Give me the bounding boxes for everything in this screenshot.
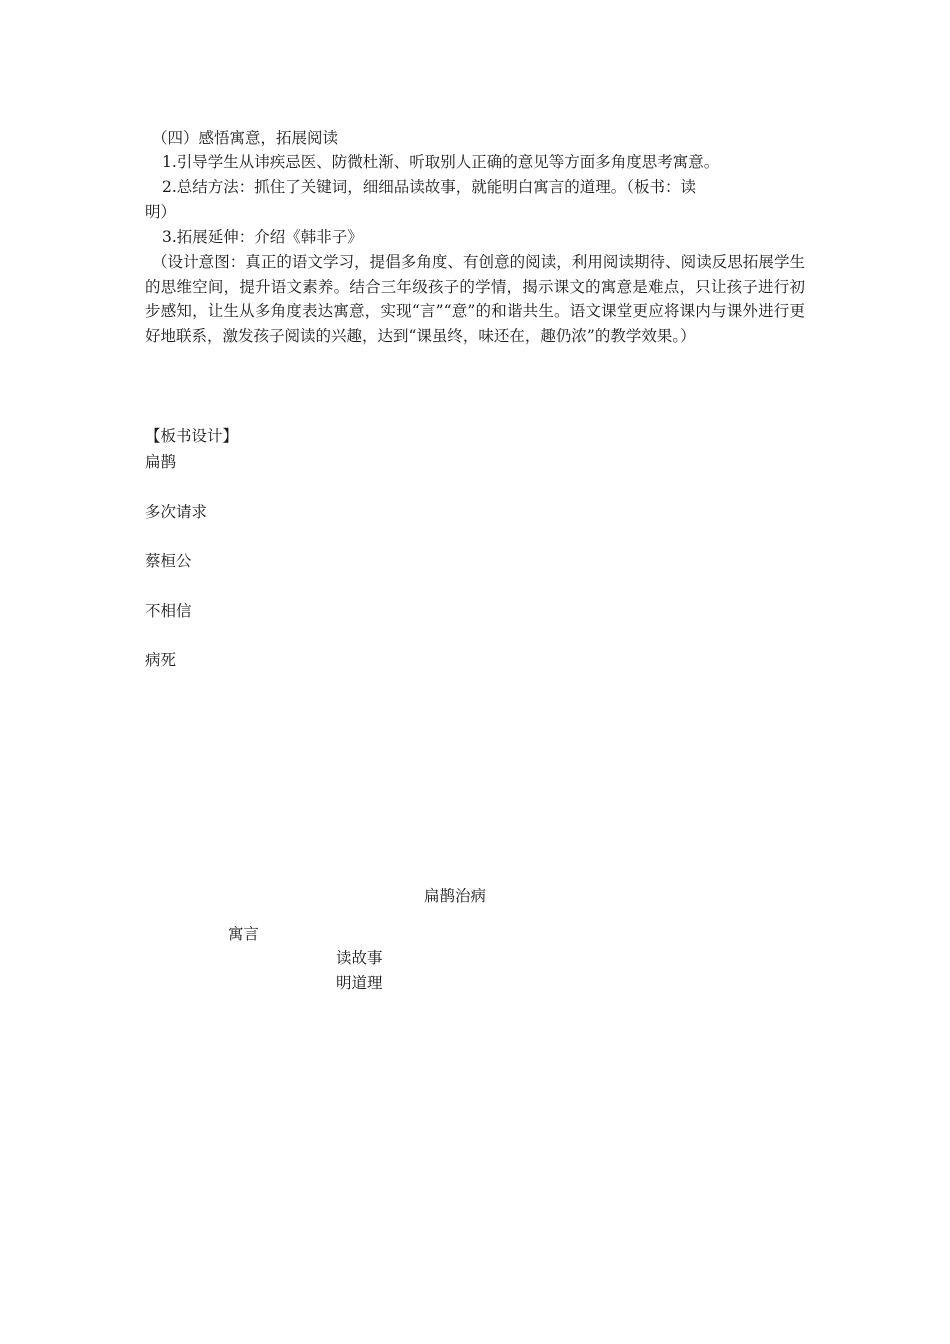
item-3: 3.拓展延伸：介绍《韩非子》 <box>162 228 363 246</box>
board-title: 扁鹊治病 <box>424 887 487 905</box>
board-step-2: 明道理 <box>336 974 383 992</box>
board-item: 蔡桓公 <box>145 552 192 570</box>
board-step-1: 读故事 <box>336 949 383 967</box>
section-heading: （四）感悟寓意，拓展阅读 <box>152 129 339 147</box>
board-item: 扁鹊 <box>145 453 177 471</box>
item-1: 1.引导学生从讳疾忌医、防微杜渐、听取别人正确的意见等方面多角度思考寓意。 <box>162 153 720 171</box>
board-item: 不相信 <box>145 602 192 620</box>
board-design-heading: 【板书设计】 <box>145 427 239 445</box>
item-2-line-1: 2.总结方法：抓住了关键词，细细品读故事，就能明白寓言的道理。（板书：读 <box>162 178 697 196</box>
item-2-line-2: 明） <box>145 203 177 221</box>
board-item: 病死 <box>145 651 177 669</box>
design-intent: （设计意图：真正的语文学习，提倡多角度、有创意的阅读，利用阅读期待、阅读反思拓展学生的思维空间，提升语文素养。结合三年级孩子的学情，揭示课文的寓意是难点，只让孩子进行初步感知，让生从多角度表达寓意，实现“言”“意”的和谐共生。语文课堂更应将课内与课外进行更好地联系，激发孩子阅读的兴趣，达到“课虽终，味还在，趣仍浓”的教学效果。） <box>145 253 805 345</box>
board-item: 多次请求 <box>145 503 208 521</box>
board-genre: 寓言 <box>228 925 260 943</box>
